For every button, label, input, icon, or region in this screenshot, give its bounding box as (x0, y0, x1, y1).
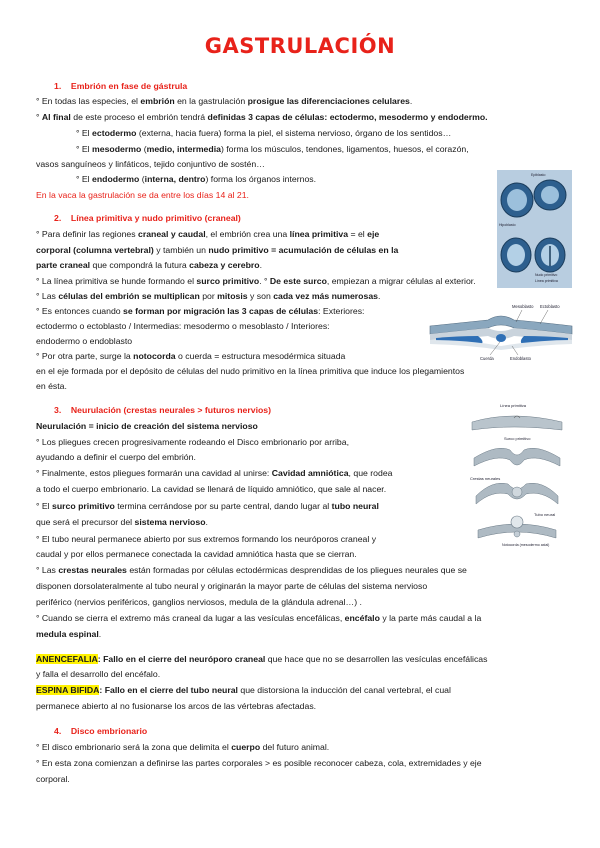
s2-line-6: ° Es entonces cuando se forman por migración las 3 capas de células: Exteriores: (36, 306, 365, 316)
s3-para-c2: que será el precursor del sistema nervioso. (36, 517, 208, 527)
s1-paragraph-2: ° Al final de este proceso el embrión tendrá definidas 3 capas de células: ectodermo, mesodermo y endodermo. (36, 112, 488, 122)
fig2-label: Endoblasto (510, 356, 531, 361)
fig2-label: Ectoblasto (540, 304, 560, 309)
fig3-label: Línea primitiva (500, 403, 527, 408)
section-4-heading: 4. Disco embrionario (54, 726, 148, 736)
espina-bifida-label: ESPINA BIFIDA (36, 685, 100, 695)
page-title: GASTRULACIÓN (204, 34, 396, 58)
s1-mesodermo: ° El mesodermo (medio, intermedia) forma los músculos, tendones, ligamentos, huesos, el corazón, (76, 144, 469, 154)
s3-para-b2: a todo el cuerpo embrionario. La cavidad se llenará de líquido amniótico, que sale al nacer. (36, 484, 387, 494)
fig3-label: Surco primitivo (504, 436, 531, 441)
s2-line-2: corporal (columna vertebral) y también un nudo primitivo = acumulación de células en la (36, 245, 399, 255)
fig2-label: Cuerda (480, 356, 494, 361)
s1-ectodermo: ° El ectodermo (externa, hacia fuera) forma la piel, el sistema nervioso, órgano de los sentidos… (76, 128, 452, 138)
s2-line-7: ectodermo o ectoblasto / Intermedias: mesodermo o mesoblasto / Interiores: (36, 321, 330, 331)
s3-para-f2: medula espinal. (36, 629, 102, 639)
s2-line-1: ° Para definir las regiones craneal y caudal, el embrión crea una línea primitiva = el eje (36, 229, 380, 239)
s2-line-5: ° Las células del embrión se multiplican por mitosis y son cada vez más numerosas. (36, 291, 381, 301)
s3-para-e2: disponen dorsolateralmente al tubo neural y originarán la mayor parte de células del sistema nervioso (36, 581, 428, 591)
fig1-label: Epiblasto (531, 173, 546, 177)
gastrula-disc-figure (497, 170, 572, 288)
s3-para-d2: caudal y por ellos permanece conectada la cavidad amniótica hasta que se cierran. (36, 549, 357, 559)
section-2-heading: 2. Línea primitiva y nudo primitivo (craneal) (54, 213, 241, 223)
s1-paragraph-1: ° En todas las especies, el embrión en la gastrulación prosigue las diferenciaciones celulares. (36, 96, 413, 106)
s4-line-1: ° El disco embrionario será la zona que delimita el cuerpo del futuro animal. (36, 742, 330, 752)
fig3-label: Notocorda (mesodermo axial) (502, 543, 550, 547)
s3-para-a1: ° Los pliegues crecen progresivamente rodeando el Disco embrionario por arriba, (36, 437, 350, 447)
s2-line-4: ° La línea primitiva se hunde formando el surco primitivo. ° De este surco, empiezan a migrar células al exterior. (36, 276, 476, 286)
espina-bifida-line-1: ESPINA BIFIDA: Fallo en el cierre del tubo neural que distorsiona la inducción del canal vertebral, el cual (36, 685, 451, 695)
anencefalia-label: ANENCEFALIA (36, 654, 98, 664)
fig2-label: Mesoblasto (512, 304, 534, 309)
s3-para-c1: ° El surco primitivo termina cerrándose por su parte central, dando lugar al tubo neural (36, 501, 379, 511)
s3-subtitle: Neurulación = inicio de creación del sistema nervioso (36, 421, 258, 431)
anencefalia-line-2: y falla el desarrollo del encéfalo. (36, 669, 161, 679)
s3-para-e3: periférico (nervios periféricos, ganglios nerviosos, medula de la glándula adrenal…) . (36, 597, 362, 607)
anencefalia-line-1: ANENCEFALIA: Fallo en el cierre del neuróporo craneal que hace que no se desarrollen las vesículas encefálicas (36, 654, 488, 664)
s2-line-8: endodermo o endoblasto (36, 336, 133, 346)
neurulation-figure (462, 400, 574, 550)
espina-bifida-line-2: permanece abierto al no fusionarse los arcos de las vértebras afectadas. (36, 701, 317, 711)
fig1-label: Hipoblasto (499, 223, 516, 227)
s2-line-10: en el eje formada por el depósito de células del nudo primitivo en la línea primitiva que induce los plegamientos (36, 366, 465, 376)
s3-para-a2: ayudando a definir el cuerpo del embrión. (36, 452, 196, 462)
s3-para-d1: ° El tubo neural permanece abierto por sus extremos formando los neuróporos craneal y (36, 534, 377, 544)
s2-line-3: parte craneal que compondrá la futura cabeza y cerebro. (36, 260, 263, 270)
s3-para-e1: ° Las crestas neurales están formadas por células ectodérmicas desprendidas de los pliegues neurales que se (36, 565, 467, 575)
s1-vaca-note: En la vaca la gastrulación se da entre los días 14 al 21. (36, 190, 249, 200)
s4-line-3: corporal. (36, 774, 70, 784)
s2-line-11: en ésta. (36, 381, 67, 391)
s1-endodermo: ° El endodermo (interna, dentro) forma los órganos internos. (76, 174, 317, 184)
fig3-label: Tubo neural (534, 512, 556, 517)
fig1-label: Línea primitiva (535, 279, 558, 283)
s3-para-f1: ° Cuando se cierra el extremo más craneal da lugar a las vesículas encefálicas, encéfalo y la parte más caudal a la (36, 613, 482, 623)
s3-para-b1: ° Finalmente, estos pliegues formarán una cavidad al unirse: Cavidad amniótica, que rodea (36, 468, 393, 478)
section-1-heading: 1. Embrión en fase de gástrula (54, 81, 188, 91)
fig1-label: Nudo primitivo (535, 273, 558, 277)
s1-mesodermo-cont: vasos sanguíneos y linfáticos, tejido conjuntivo de sostén… (36, 159, 265, 169)
s4-line-2: ° En esta zona comienzan a definirse las partes corporales > es posible reconocer cabeza, cola, extremidades y eje (36, 758, 482, 768)
s2-line-9: ° Por otra parte, surge la notocorda o cuerda = estructura mesodérmica situada (36, 351, 346, 361)
section-3-heading: 3. Neurulación (crestas neurales > futuros nervios) (54, 405, 272, 415)
germ-layers-figure (428, 300, 574, 362)
fig3-label: Crestas neurales (470, 476, 501, 481)
